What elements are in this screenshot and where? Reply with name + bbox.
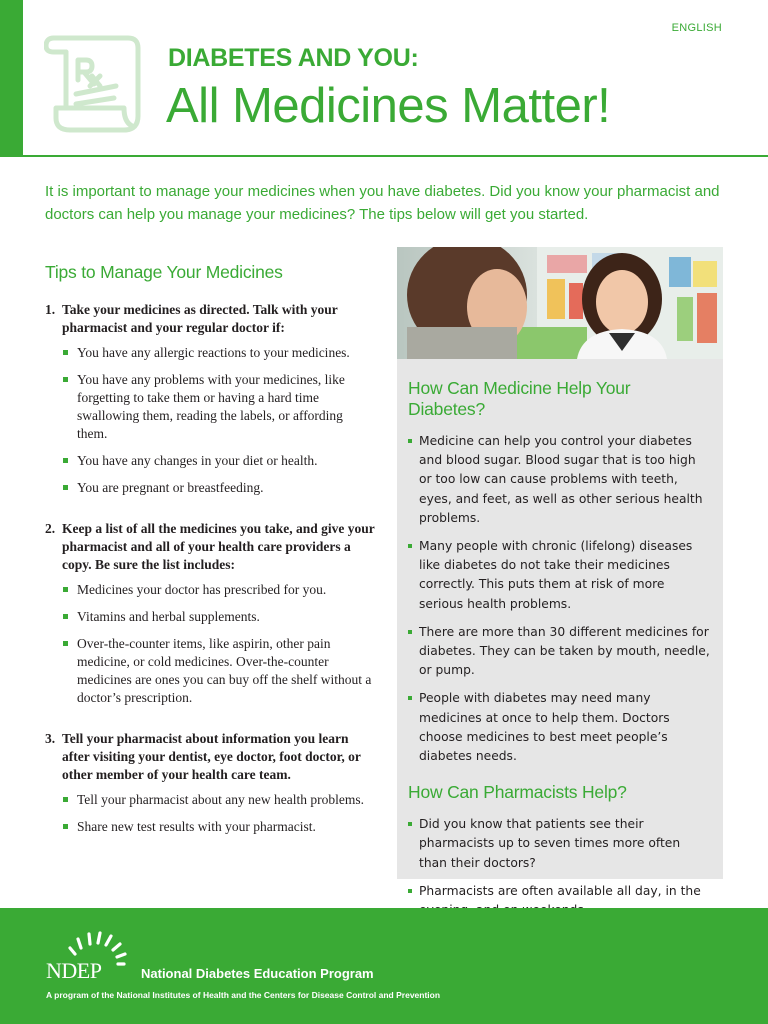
list-item: Over-the-counter items, like aspirin, other pain medicine, or cold medicines. Over-the-counter medicines are ones you can buy off the shelf without a doctor’s prescription. (62, 635, 375, 707)
language-label: ENGLISH (671, 22, 722, 34)
pharmacists-help-heading: How Can Pharmacists Help? (408, 782, 627, 803)
pharmacists-help-list (408, 815, 711, 920)
step-bullet-list (62, 344, 375, 497)
program-name: National Diabetes Education Program (141, 966, 374, 981)
list-item: Did you know that patients see their pharmacists up to seven times more often than their doctors? (408, 815, 711, 873)
list-item: Tell your pharmacist about any new health problems. (62, 791, 375, 809)
step-number: 3. (45, 731, 56, 746)
list-item: Vitamins and herbal supplements. (62, 608, 375, 626)
page-kicker: DIABETES AND YOU: (168, 44, 419, 72)
list-item: People with diabetes may need many medicines at once to help them. Doctors choose medicines to best meet people’s diabetes needs. (408, 689, 711, 766)
ndep-logo-text: NDEP (46, 958, 102, 983)
list-item: You are pregnant or breastfeeding. (62, 479, 375, 497)
list-item: Medicines your doctor has prescribed for you. (62, 581, 375, 599)
step-bullet-list (62, 791, 375, 836)
rx-prescription-icon (44, 30, 154, 142)
pharmacist-photo (397, 247, 723, 359)
step-text: Take your medicines as directed. Talk with your pharmacist and your regular doctor if: (62, 302, 338, 335)
header-accent-bar (0, 0, 23, 157)
info-sidebar (397, 247, 723, 898)
program-tagline: A program of the National Institutes of Health and the Centers for Disease Control and Prevention (46, 990, 441, 1000)
step-text: Keep a list of all the medicines you take, and give your pharmacist and all of your health care providers a copy. Be sure the list includes: (62, 521, 375, 572)
intro-paragraph: It is important to manage your medicines when you have diabetes. Did you know your pharmacist and doctors can help you manage your medicines? The tips below will get you started. (45, 183, 720, 223)
tip-step (45, 301, 375, 506)
list-item: You have any problems with your medicines, like forgetting to take them or having a hard time swallowing them, reading the labels, or affording them. (62, 371, 375, 443)
list-item: You have any changes in your diet or health. (62, 452, 375, 470)
page-title: All Medicines Matter! (166, 79, 611, 133)
list-item: There are more than 30 different medicines for diabetes. They can be taken by mouth, needle, or pump. (408, 623, 711, 681)
step-number: 2. (45, 521, 56, 536)
tips-heading: Tips to Manage Your Medicines (45, 262, 283, 282)
step-bullet-list (62, 581, 375, 707)
list-item: Pharmacists are often available all day, in the (408, 882, 711, 920)
header-divider (0, 155, 768, 157)
list-item: You have any allergic reactions to your medicines. (62, 344, 375, 362)
list-item: Share new test results with your pharmacist. (62, 818, 375, 836)
step-number: 1. (45, 302, 56, 317)
medicine-help-heading: How Can Medicine Help Your Diabetes? (408, 378, 631, 419)
tips-column (45, 262, 375, 859)
list-item: Medicine can help you control your diabetes and blood sugar. Blood sugar that is too high or too low can cause problems with teeth, eyes, and feet, as well as other serious health problems. (408, 432, 711, 528)
tip-step (45, 730, 375, 845)
list-item: Many people with chronic (lifelong) diseases like diabetes do not take their medicines correctly. This puts them at risk of more serious health problems. (408, 537, 711, 614)
medicine-help-list (408, 432, 711, 766)
tip-step (45, 520, 375, 716)
step-text: Tell your pharmacist about information you learn after visiting your dentist, eye doctor, foot doctor, or other member of your health care team. (62, 731, 361, 782)
